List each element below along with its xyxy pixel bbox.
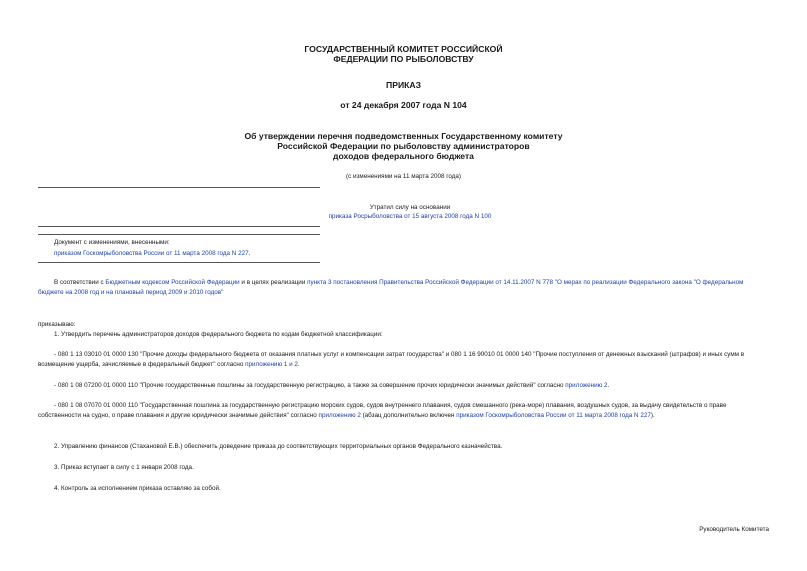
amending-order-link[interactable]: приказом Госкомрыболовства России от 11 марта 2008 года N 227: [456, 412, 651, 420]
government-decree-link[interactable]: пункта 3 постановления Правительства Российской Федерации от 14.11.2007 N 778 "О мерах по реализации Федерального закона "О федеральном бюджете на 2008 год и на плановый период 2009 и 2010 годов": [38, 279, 744, 297]
item-1-code-2: - 080 1 08 07200 01 0000 110 "Прочие государственные пошлины за государственную регистрацию, а также за совершение прочих юридически значимых действий" согласно приложению 2.: [54, 382, 610, 389]
divider: [38, 226, 320, 227]
signature: Руководитель Комитета: [699, 526, 769, 533]
amendments-note: (с изменениями на 11 марта 2008 года): [345, 173, 462, 180]
doc-subject: [0, 131, 807, 161]
divider: [38, 234, 320, 235]
order-word: приказываю:: [38, 321, 76, 328]
item-3: 3. Приказ вступает в силу с 1 января 2008 года.: [54, 464, 194, 471]
divider: [38, 262, 320, 263]
void-notice-text: Утратил силу на основании: [369, 204, 451, 211]
item-1: 1. Утвердить перечень администраторов доходов федерального бюджета по кодам бюджетной классификации:: [54, 331, 383, 338]
doc-type: ПРИКАЗ: [386, 80, 421, 90]
doc-date: от 24 декабря 2007 года N 104: [340, 100, 467, 110]
org-name-line1: ГОСУДАРСТВЕННЫЙ КОМИТЕТ РОССИЙСКОЙ: [304, 44, 503, 54]
org-name-line2: ФЕДЕРАЦИИ ПО РЫБОЛОВСТВУ: [333, 54, 474, 64]
appendix-2-link[interactable]: приложению 2: [318, 412, 361, 420]
item-1-code-1: - 080 1 13 03010 01 0000 130 "Прочие доходы федерального бюджета от оказания платных услуг и компенсации затрат государства" и 080 1 16 90010 01 0000 140 "Прочие поступления от денежных взысканий (штрафов) и иных сумм в возмещение ущерба, зачисляемые в федеральный бюджет" согласно приложению 1 и 2.: [38, 351, 745, 369]
org-name: [0, 44, 807, 64]
subject-line2: Российской Федерации по рыболовству администраторов: [277, 141, 530, 151]
changes-notice: Документ с изменениями, внесенными: приказом Госкомрыболовства России от 11 марта 2008 года N 227.: [54, 238, 554, 259]
budget-code-link[interactable]: Бюджетным кодексом Российской Федерации: [105, 279, 240, 286]
preamble: В соответствии с Бюджетным кодексом Российской Федерации и в целях реализации пункта 3 постановления Правительства Российской Федерации от 14.11.2007 N 778 "О мерах по реализации Федерального закона "О федеральном бюджете на 2008 год и на плановый период 2009 и 2010 годов": [38, 279, 744, 297]
divider: [38, 187, 320, 188]
changes-notice-link[interactable]: приказом Госкомрыболовства России от 11 марта 2008 года N 227: [54, 249, 249, 257]
subject-line1: Об утверждении перечня подведомственных Государственному комитету: [244, 131, 563, 141]
item-1-code-3: - 080 1 08 07070 01 0000 110 "Государственная пошлина за государственную регистрацию морских судов, судов внутреннего плавания, судов смешанного (река-море) плавания, воздушных судов, за выдачу свидетельств о праве собственности на судно, о праве плавания и другие юридически значимые действия" согласно приложению 2 (абзац дополнительно включен приказом Госкомрыболовства России от 11 марта 2008 года N 227).: [38, 402, 727, 420]
changes-notice-text: Документ с изменениями, внесенными:: [54, 239, 170, 246]
appendix-1-2-link[interactable]: приложению 1 и 2: [245, 361, 298, 369]
item-2: 2. Управлению финансов (Стахановой Е.В.) обеспечить доведение приказа до соответствующих территориальных органов Федерального казначейства.: [54, 443, 503, 450]
item-4: 4. Контроль за исполнением приказа оставляю за собой.: [54, 485, 221, 492]
subject-line3: доходов федерального бюджета: [333, 151, 474, 161]
appendix-2-link[interactable]: приложению 2: [565, 382, 608, 389]
void-notice-link[interactable]: приказа Росрыболовства от 15 августа 2008 года N 100: [328, 213, 492, 220]
void-notice: [240, 203, 580, 221]
